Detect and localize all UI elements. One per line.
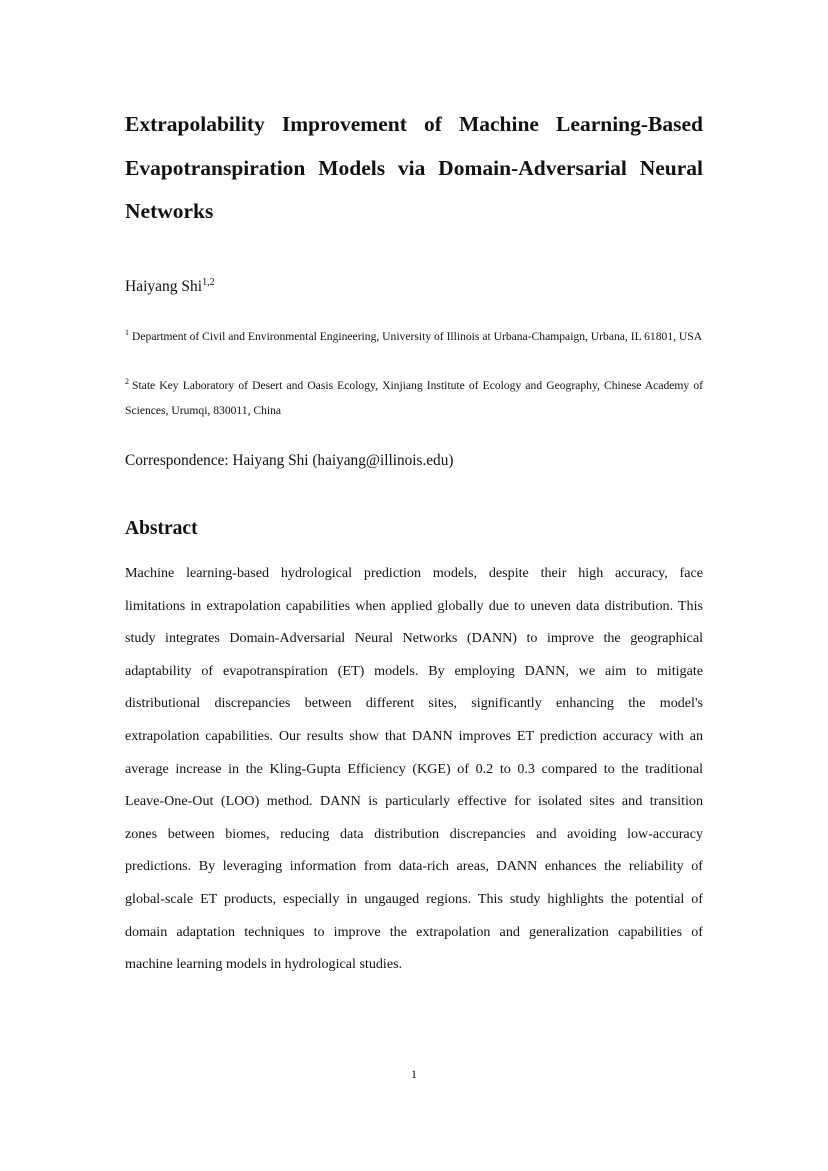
abstract-heading: Abstract	[125, 518, 198, 539]
abstract-line: distributional discrepancies between different sites, significantly enhancing the model's	[125, 695, 703, 712]
abstract-line: domain adaptation techniques to improve the extrapolation and generalization capabilities of	[125, 923, 703, 940]
affiliation-2-mark: 2	[125, 377, 129, 386]
abstract-line: machine learning models in hydrological studies.	[125, 956, 403, 973]
abstract-line: predictions. By leveraging information from data-rich areas, DANN enhances the reliability of	[125, 858, 703, 875]
abstract-line: zones between biomes, reducing data distribution discrepancies and avoiding low-accuracy	[125, 825, 703, 842]
affiliation-2-text: State Key Laboratory of Desert and Oasis Ecology, Xinjiang Institute of Ecology and Geography, Chinese Academy of Sciences, Urumqi, 830011, China	[125, 379, 703, 417]
abstract-line: global-scale ET products, especially in ungauged regions. This study highlights the potential of	[125, 890, 703, 907]
abstract-line: limitations in extrapolation capabilities when applied globally due to uneven data distribution. This	[125, 597, 703, 614]
abstract-line: adaptability of evapotranspiration (ET) models. By employing DANN, we aim to mitigate	[125, 662, 703, 679]
author-affiliation-marks: 1,2	[202, 277, 215, 288]
abstract-body	[125, 557, 703, 981]
author-name: Haiyang Shi	[125, 278, 203, 295]
abstract-line: Leave-One-Out (LOO) method. DANN is particularly effective for isolated sites and transition	[125, 793, 703, 810]
abstract-line: Machine learning-based hydrological prediction models, despite their high accuracy, face	[125, 565, 703, 581]
abstract-line: study integrates Domain-Adversarial Neural Networks (DANN) to improve the geographical	[125, 630, 703, 647]
affiliation-1-mark: 1	[125, 328, 129, 337]
correspondence: Correspondence: Haiyang Shi (haiyang@illinois.edu)	[125, 452, 454, 469]
abstract-line: extrapolation capabilities. Our results show that DANN improves ET prediction accuracy with an	[125, 727, 703, 744]
affiliation-1-text: Department of Civil and Environmental Engineering, University of Illinois at Urbana-Champaign, Urbana, IL 61801, USA	[132, 330, 703, 343]
affiliation-2	[125, 374, 703, 423]
author-line	[125, 276, 215, 298]
abstract-line: average increase in the Kling-Gupta Efficiency (KGE) of 0.2 to 0.3 compared to the traditional	[125, 760, 703, 777]
paper-title: Extrapolability Improvement of Machine Learning-Based Evapotranspiration Models via Domain-Adversarial Neural Networks	[125, 112, 703, 223]
affiliation-1	[125, 325, 703, 350]
page-number: 1	[411, 1067, 417, 1081]
